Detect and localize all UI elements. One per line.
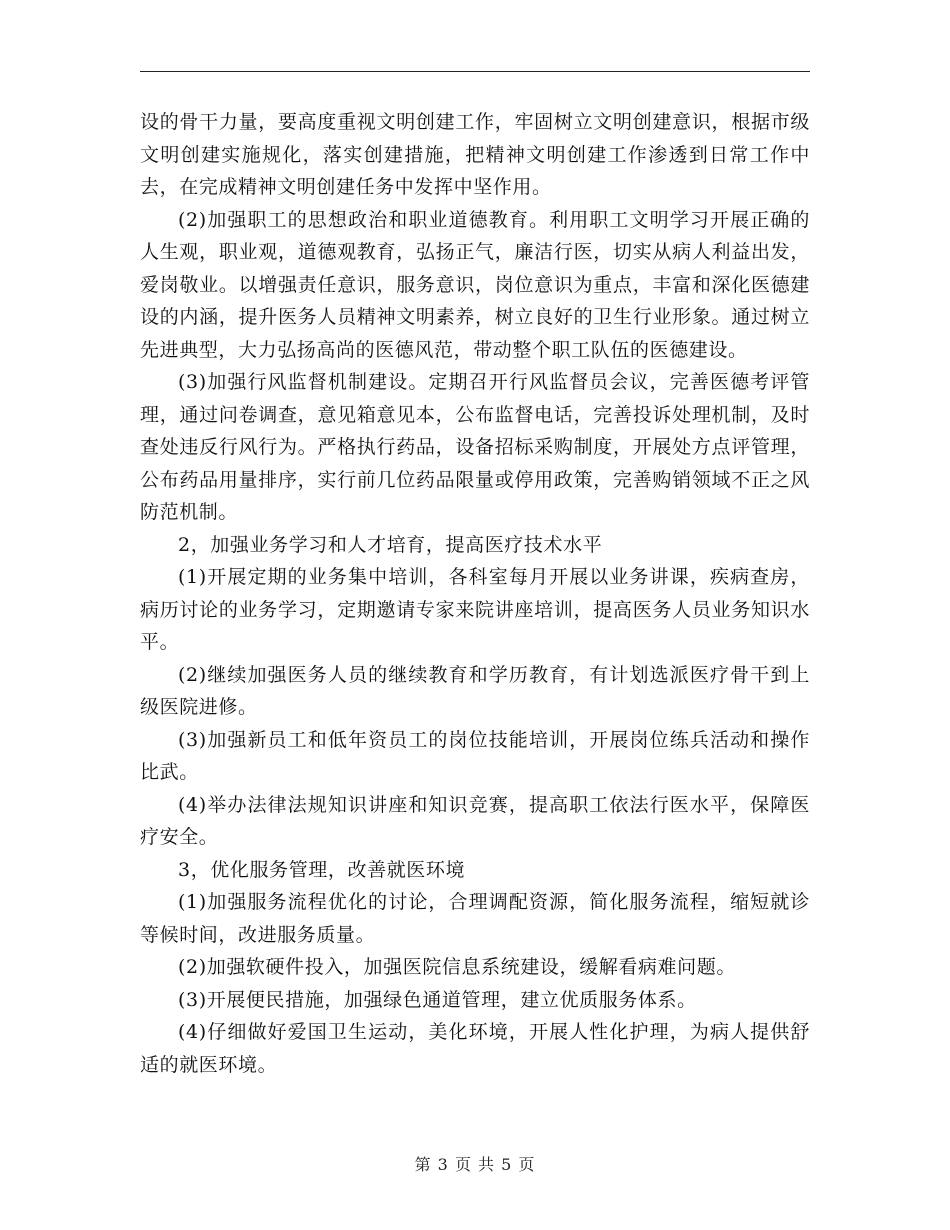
paragraph-item-3-1: (1)加强服务流程优化的讨论，合理调配资源，简化服务流程，缩短就诊等候时间，改进服务质量。 <box>140 891 810 946</box>
page-number-label: 第 3 页 共 5 页 <box>414 1155 536 1174</box>
section-heading-3: 3，优化服务管理，改善就医环境 <box>178 858 466 881</box>
paragraph-item-3-4: (4)仔细做好爱国卫生运动，美化环境，开展人性化护理，为病人提供舒适的就医环境。 <box>140 1021 810 1076</box>
paragraph-item-1-3: (3)加强行风监督机制建设。定期召开行风监督员会议，完善医德考评管理，通过问卷调查，意见箱意见本，公布监督电话，完善投诉处理机制，及时查处违反行风行为。严格执行药品，设备招标采购制度，开展处方点评管理，公布药品用量排序，实行前几位药品限量或停用政策，完善购销领域不正之风防范机制。 <box>140 371 810 523</box>
paragraph-item-3-3: (3)开展便民措施，加强绿色通道管理，建立优质服务体系。 <box>178 988 697 1011</box>
header-rule <box>140 71 810 72</box>
paragraph-item-2-3: (3)加强新员工和低年资员工的岗位技能培训，开展岗位练兵活动和操作比武。 <box>140 728 810 783</box>
paragraph-item-2-2: (2)继续加强医务人员的继续教育和学历教育，有计划选派医疗骨干到上级医院进修。 <box>140 663 810 718</box>
page-footer <box>0 1152 950 1175</box>
paragraph-item-2-4: (4)举办法律法规知识讲座和知识竞赛，提高职工依法行医水平，保障医疗安全。 <box>140 793 810 848</box>
section-heading-2: 2，加强业务学习和人才培育，提高医疗技术水平 <box>178 533 603 556</box>
paragraph-continuation: 设的骨干力量，要高度重视文明创建工作，牢固树立文明创建意识，根据市级文明创建实施规化，落实创建措施，把精神文明创建工作渗透到日常工作中去，在完成精神文明创建任务中发挥中坚作用。 <box>140 111 810 198</box>
paragraph-item-3-2: (2)加强软硬件投入，加强医院信息系统建设，缓解看病难问题。 <box>178 956 736 978</box>
document-body <box>140 106 810 1081</box>
paragraph-item-2-1: (1)开展定期的业务集中培训，各科室每月开展以业务讲课，疾病查房，病历讨论的业务学习，定期邀请专家来院讲座培训，提高医务人员业务知识水平。 <box>140 566 810 653</box>
paragraph-item-1-2: (2)加强职工的思想政治和职业道德教育。利用职工文明学习开展正确的人生观，职业观，道德观教育，弘扬正气，廉洁行医，切实从病人利益出发，爱岗敬业。以增强责任意识，服务意识，岗位意识为重点，丰富和深化医德建设的内涵，提升医务人员精神文明素养，树立良好的卫生行业形象。通过树立先进典型，大力弘扬高尚的医德风范，带动整个职工队伍的医德建设。 <box>140 208 810 361</box>
